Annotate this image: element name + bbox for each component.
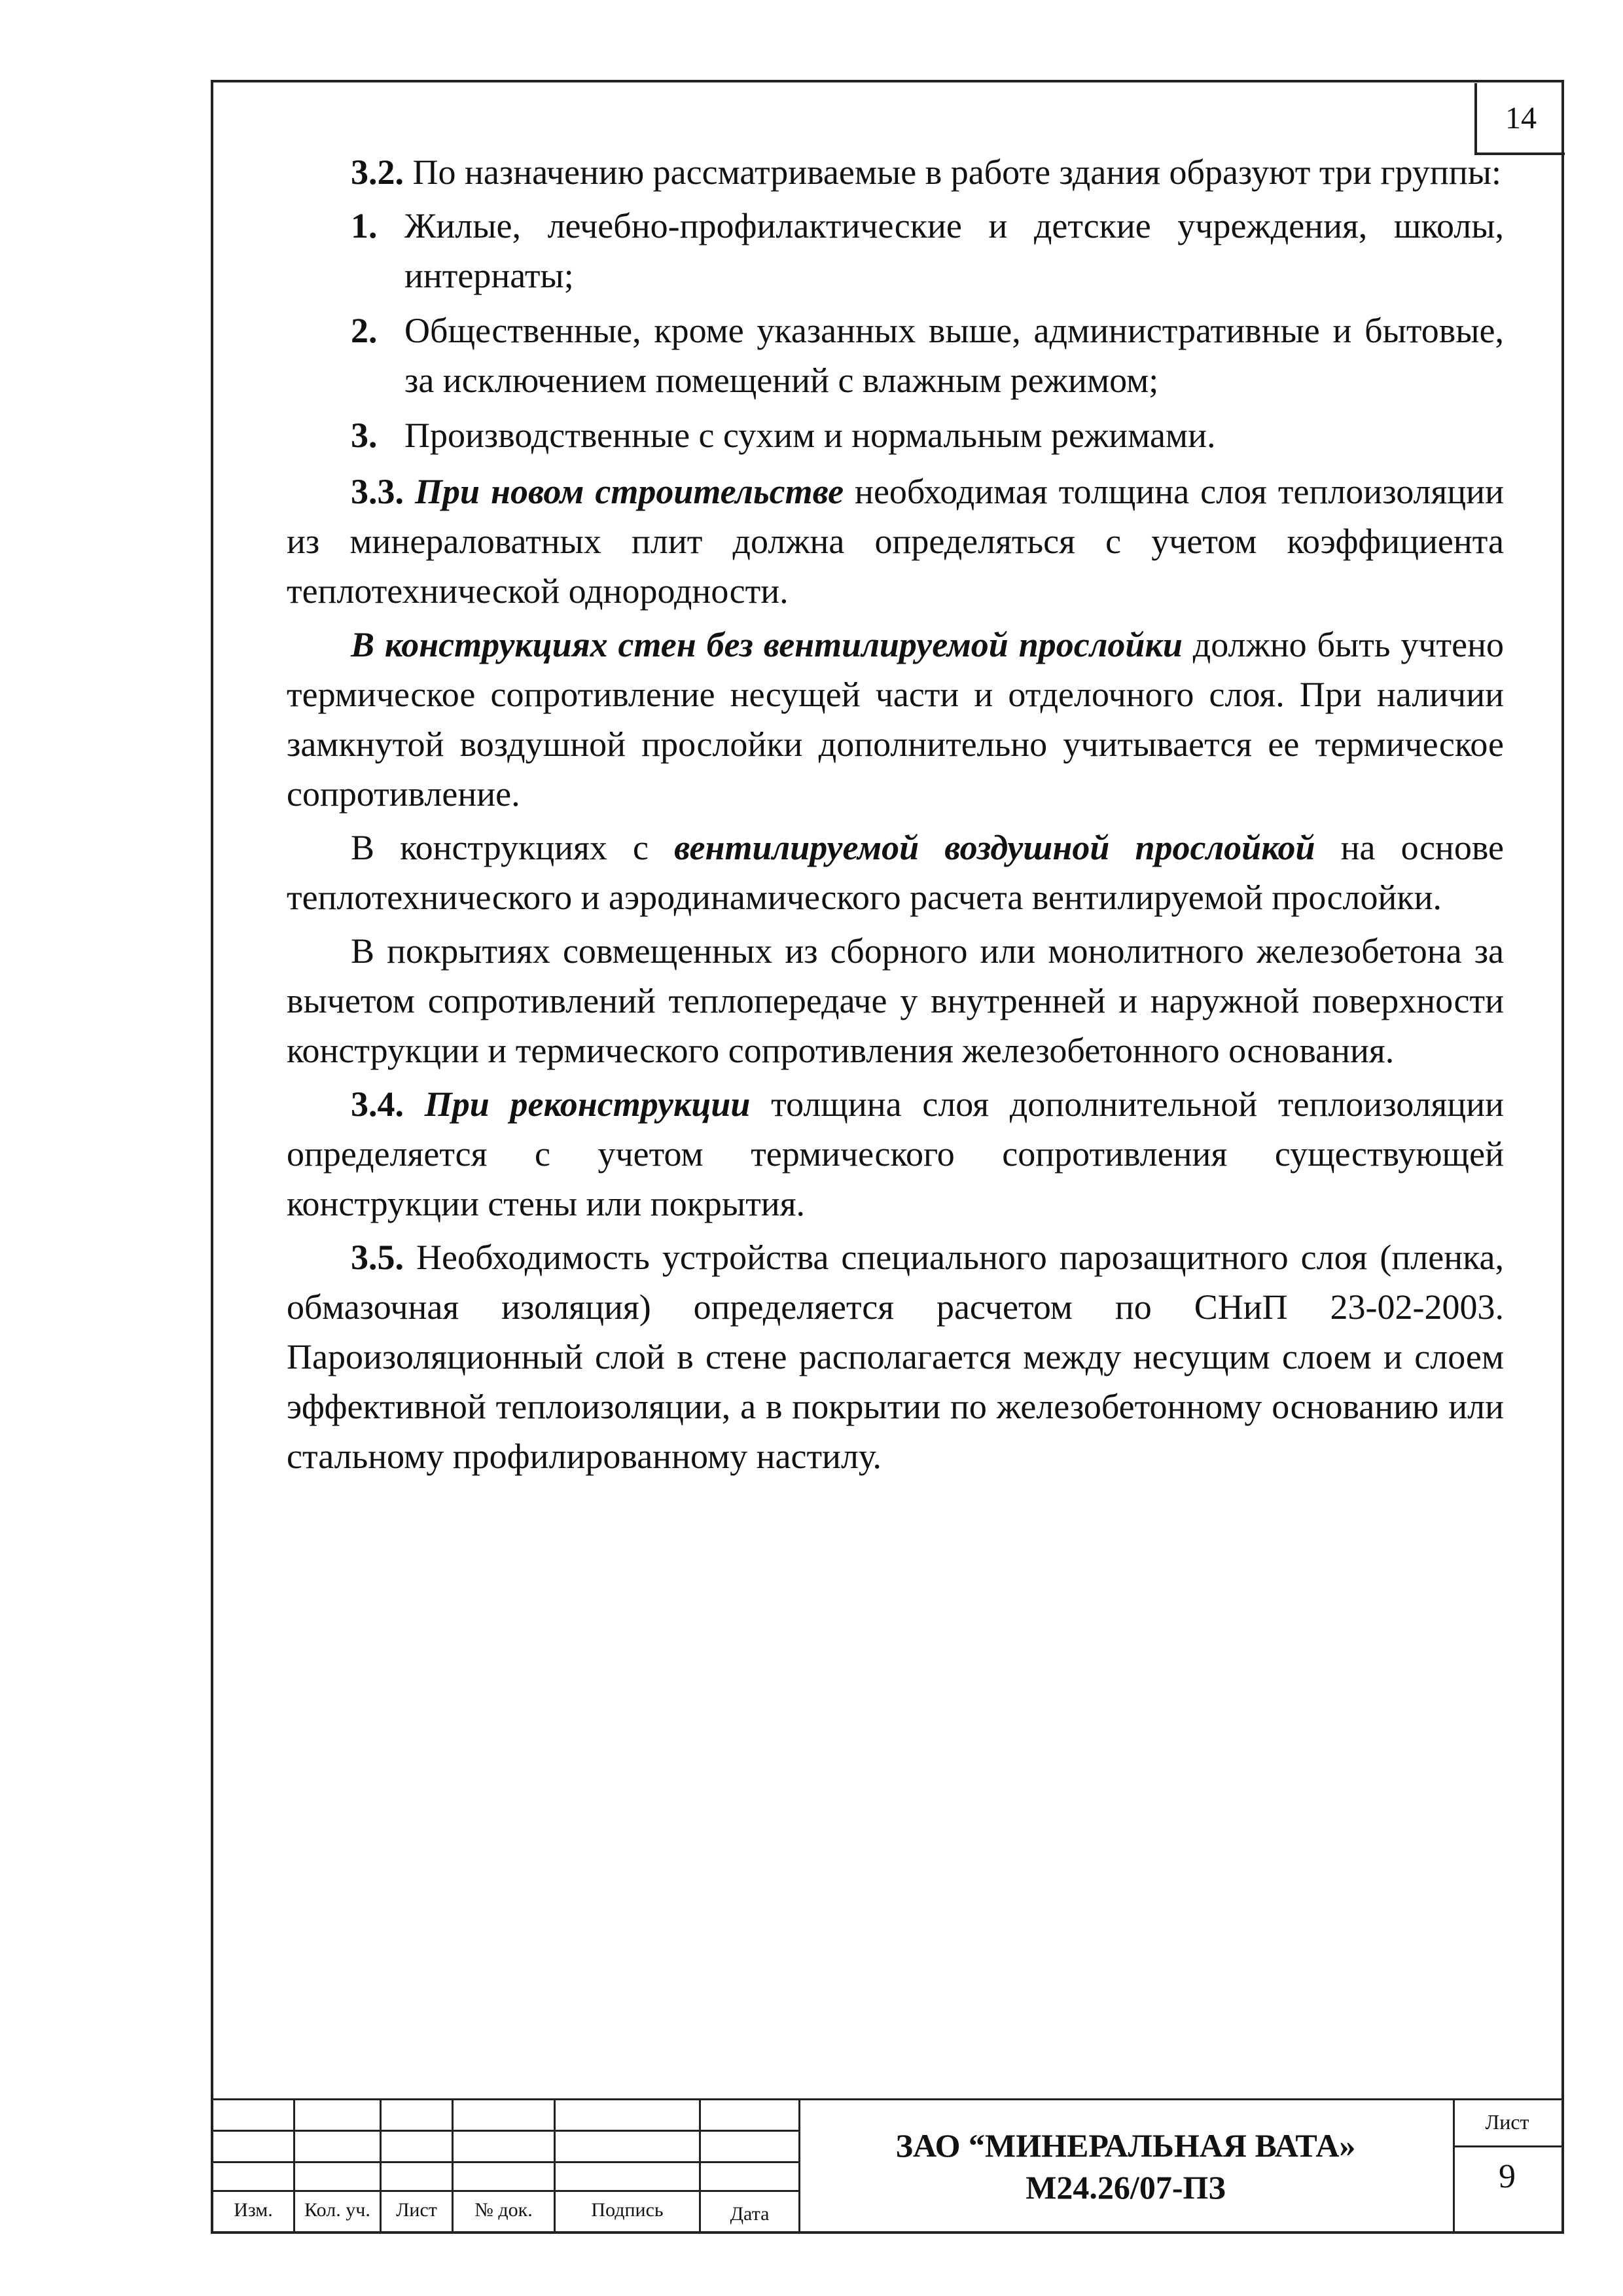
page-number: 14 bbox=[1474, 83, 1565, 155]
section-3-2 bbox=[287, 147, 1504, 197]
paragraph-text: В конструкциях с bbox=[351, 828, 675, 867]
title-block-row-line bbox=[213, 2161, 798, 2163]
sheet-number: 9 bbox=[1499, 2158, 1516, 2195]
section-number: 3.2. bbox=[351, 152, 404, 192]
caption-kol-uch: Кол. уч. bbox=[304, 2199, 370, 2221]
list-item-number: 2. bbox=[351, 311, 378, 350]
paragraph-roof bbox=[287, 926, 1504, 1075]
emphasis-text: В конструкциях стен без вентилируемой прослойки bbox=[351, 625, 1183, 664]
list-item-number: 1. bbox=[351, 206, 378, 245]
caption-podpis: Подпись bbox=[591, 2199, 664, 2221]
section-number: 3.3. bbox=[351, 472, 404, 511]
sheet-label: Лист bbox=[1485, 2110, 1529, 2134]
list-item-text: Общественные, кроме указанных выше, административные и бытовые, за исключением помещений с влажным режимом; bbox=[404, 311, 1504, 400]
title-block-row-line bbox=[213, 2130, 798, 2132]
section-number: 3.4. bbox=[351, 1085, 404, 1124]
title-block-sheet-line bbox=[1453, 2145, 1561, 2147]
organization-name: ЗАО “МИНЕРАЛЬНАЯ ВАТА» bbox=[895, 2127, 1356, 2164]
list-item-text: Производственные с сухим и нормальным режимами. bbox=[404, 416, 1216, 455]
caption-list: Лист bbox=[396, 2199, 437, 2221]
organization-title bbox=[798, 2125, 1453, 2208]
section-3-5 bbox=[287, 1232, 1504, 1481]
section-3-3 bbox=[287, 467, 1504, 616]
paragraph-text: В покрытиях совмещенных из сборного или монолитного железобетона за вычетом сопротивлений теплопередаче у внутренней и наружной поверхности конструкции и термического сопротивления железобетонного основания. bbox=[287, 931, 1504, 1070]
paragraph-text: на основе теплотехнического и аэродинамического расчета вентилируемой прослойки. bbox=[287, 828, 1504, 917]
section-number: 3.5. bbox=[351, 1238, 404, 1277]
title-block-top-border bbox=[213, 2098, 1561, 2100]
caption-no-dok: № док. bbox=[474, 2199, 533, 2221]
section-text: Необходимость устройства специального парозащитного слоя (пленка, обмазочная изоляция) определяется расчетом по СНиП 23-02-2003. Пароизоляционный слой в стене располагается между несущим слоем и слоем эффективной теплоизоляции, а в покрытии по железобетонному основанию или стальному профилированному настилу. bbox=[287, 1238, 1504, 1476]
list-item bbox=[287, 306, 1504, 405]
caption-izm: Изм. bbox=[234, 2199, 273, 2221]
paragraph-no-vent bbox=[287, 620, 1504, 819]
list-item bbox=[287, 201, 1504, 300]
title-block bbox=[213, 2098, 1561, 2231]
list-item-number: 3. bbox=[351, 416, 378, 455]
list-item-text: Жилые, лечебно-профилактические и детские учреждения, школы, интернаты; bbox=[404, 206, 1504, 295]
list-item bbox=[287, 410, 1504, 460]
section-3-4 bbox=[287, 1079, 1504, 1229]
emphasis-text: При новом строительстве bbox=[404, 472, 844, 511]
document-body bbox=[287, 147, 1504, 1485]
section-text: толщина слоя дополнительной теплоизоляции определяется с учетом термического сопротивления существующей конструкции стены или покрытия. bbox=[287, 1085, 1504, 1223]
emphasis-text: При реконструкции bbox=[404, 1085, 751, 1124]
document-code: М24.26/07-ПЗ bbox=[1026, 2169, 1226, 2206]
building-groups-list bbox=[287, 201, 1504, 460]
emphasis-text: вентилируемой воздушной прослойкой bbox=[674, 828, 1315, 867]
caption-data: Дата bbox=[730, 2203, 770, 2225]
paragraph-vent bbox=[287, 823, 1504, 922]
section-text: необходимая толщина слоя теплоизоляции из минераловатных плит должна определяться с учетом коэффициента теплотехнической однородности. bbox=[287, 472, 1504, 611]
paragraph-text: должно быть учтено термическое сопротивление несущей части и отделочного слоя. При наличии замкнутой воздушной прослойки дополнительно учитывается ее термическое сопротивление. bbox=[287, 625, 1504, 814]
section-text: По назначению рассматриваемые в работе здания образуют три группы: bbox=[404, 152, 1502, 192]
